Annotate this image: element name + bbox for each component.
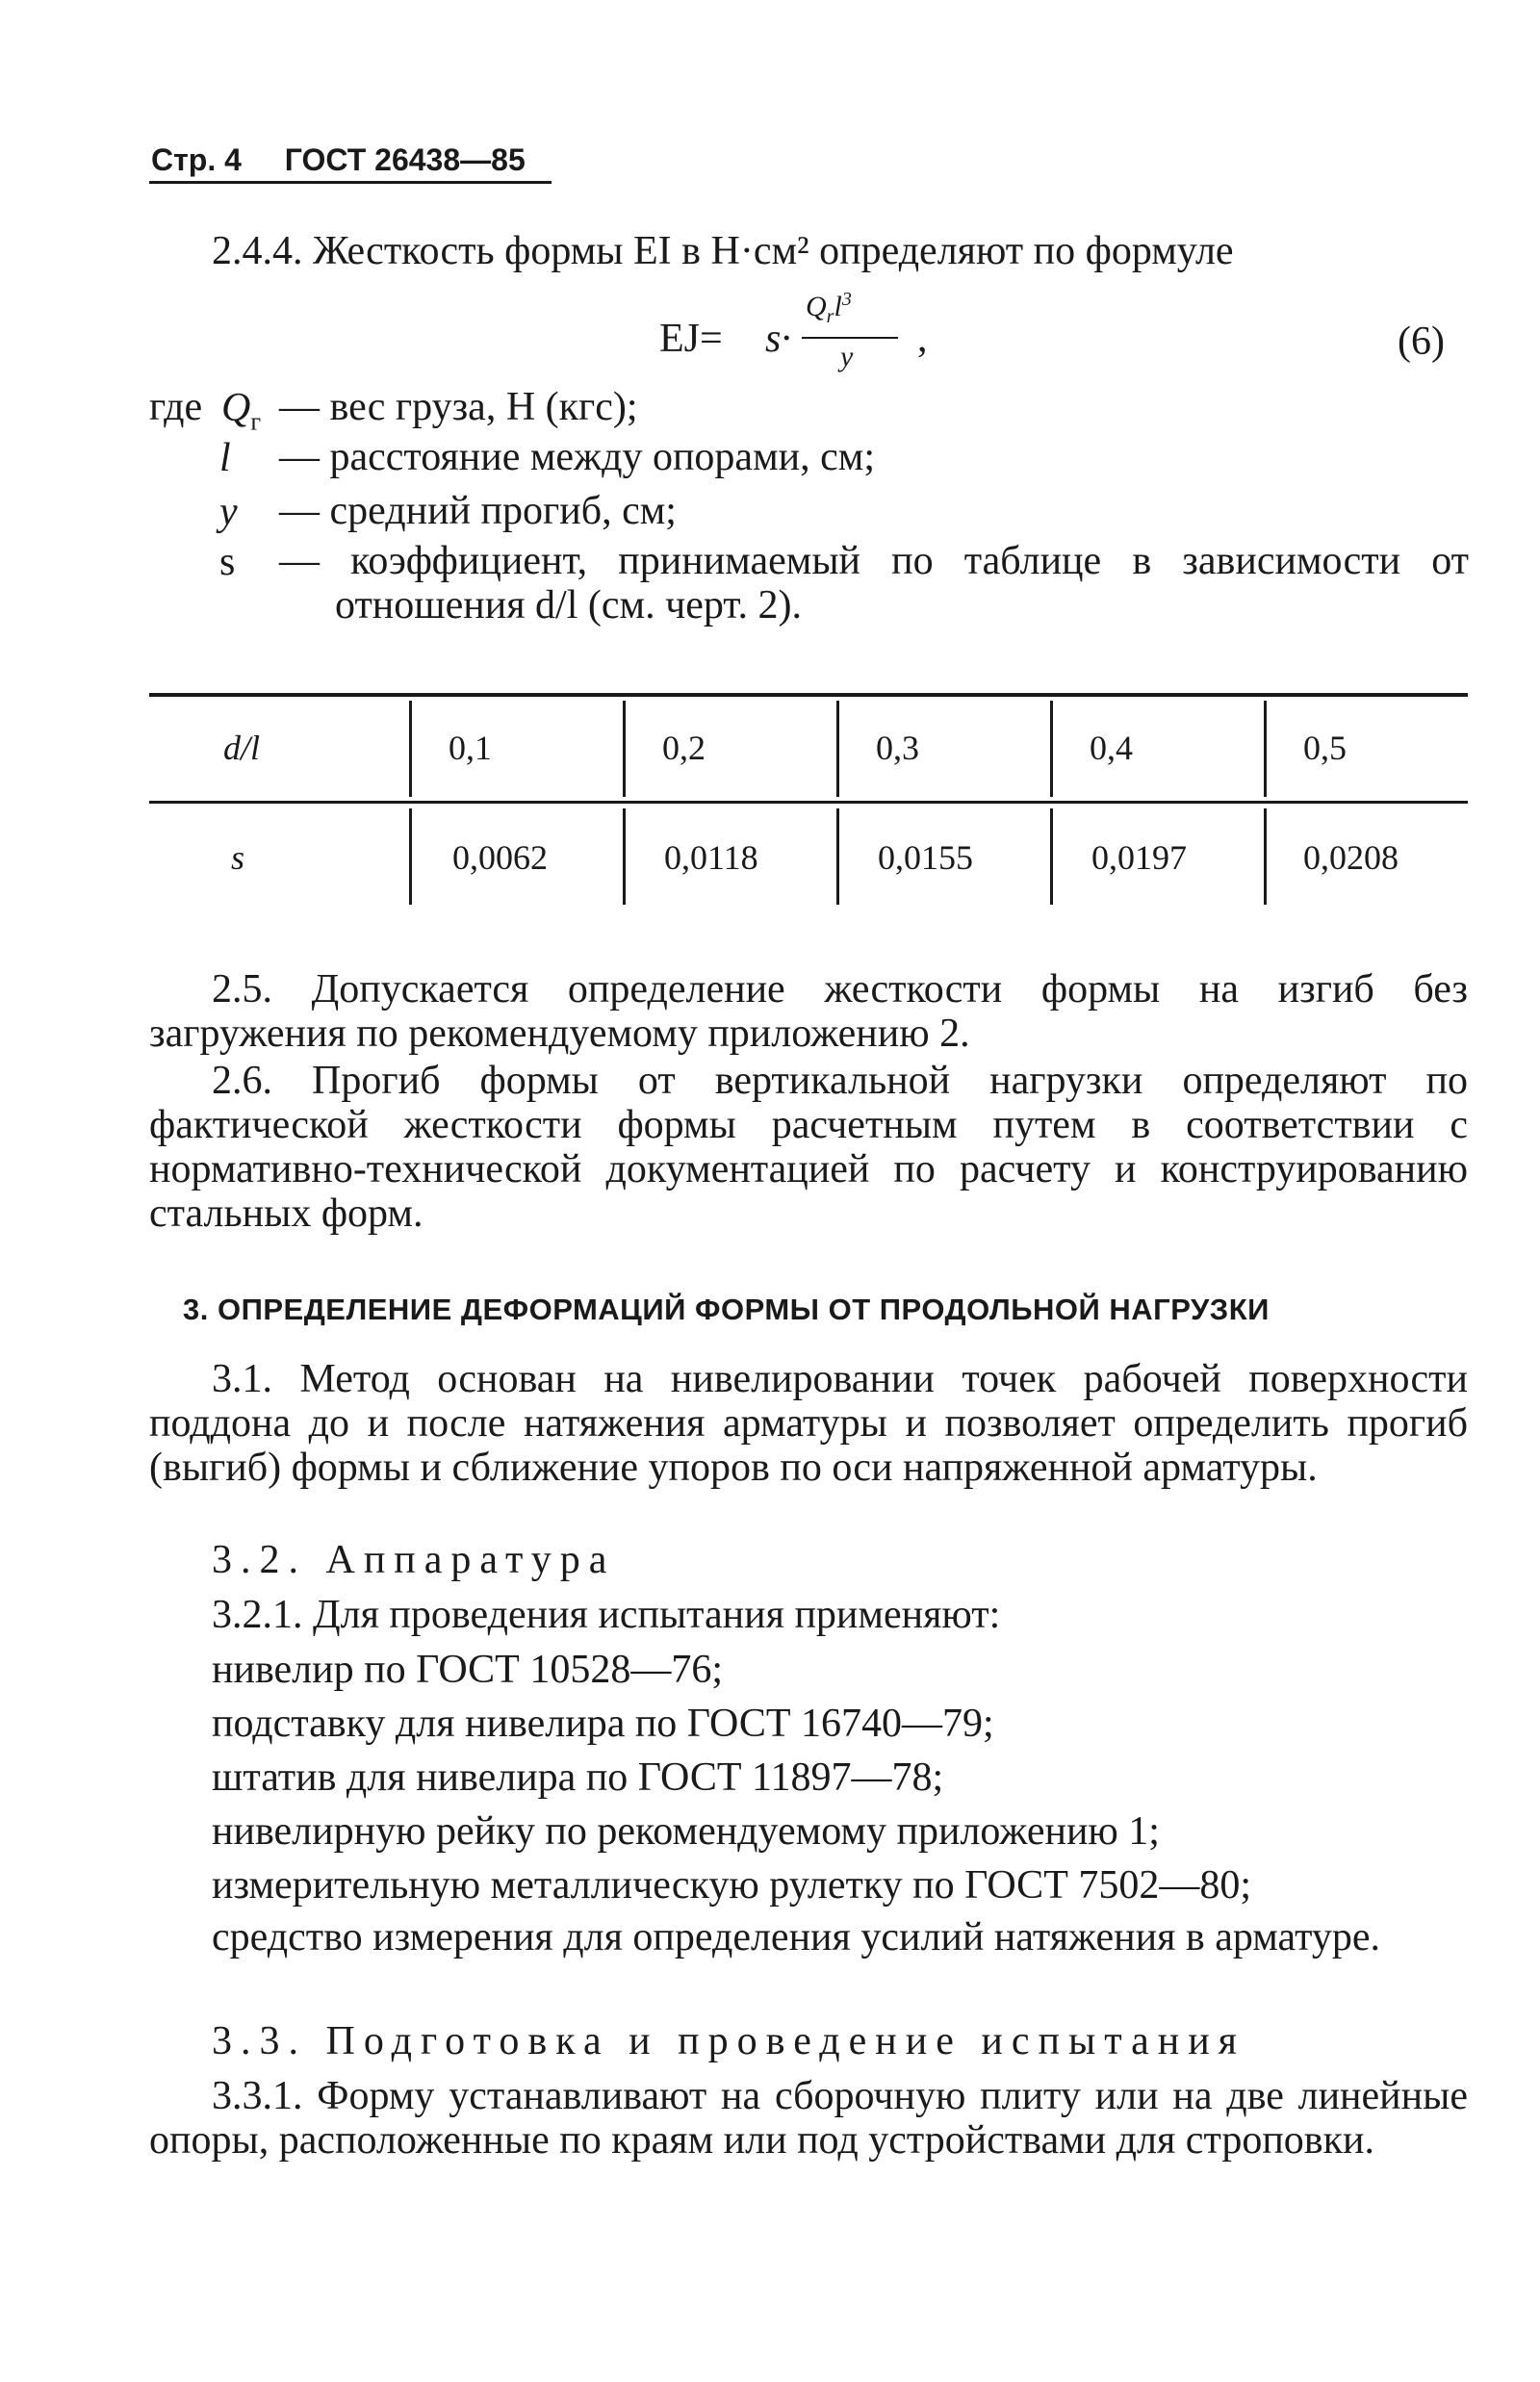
formula-lhs: EJ=: [659, 317, 723, 361]
table-top-rule: [149, 693, 1468, 697]
table-value-5: 0,0208: [1303, 838, 1399, 877]
def-text-q: — вес груза, Н (кгс);: [279, 385, 638, 429]
table-col-5: 0,5: [1303, 729, 1347, 767]
equipment-item: подставку для нивелира по ГОСТ 16740—79;: [212, 1702, 994, 1746]
formula-numerator: $Q_rl^3$: [806, 289, 852, 327]
para-2-4-4-intro: 2.4.4. Жесткость формы EI в Н·см² определяют по формуле: [212, 229, 1234, 273]
para-3-1: 3.1. Метод основан на нивелировании точек рабочей поверхности поддона до и после натяжения арматуры и позволяет определить прогиб (выгиб) формы и сближение упоров по оси напряженной арматуры.: [149, 1357, 1468, 1490]
table-col-1: 0,1: [449, 729, 492, 767]
table-mid-rule: [149, 801, 1468, 804]
standard-number: ГОСТ 26438—85: [284, 142, 526, 177]
para-3-3: 3.3. Подготовка и проведение испытания: [212, 2019, 1245, 2063]
page-header: [151, 142, 526, 178]
formula-6: [659, 289, 948, 385]
para-2-5: 2.5. Допускается определение жесткости формы на изгиб без загружения по рекомендуемому приложению 2.: [149, 967, 1468, 1056]
equipment-item: нивелирную рейку по рекомендуемому приложению 1;: [212, 1809, 1160, 1854]
equipment-item-last: средство измерения для определения усилий натяжения в арматуре.: [212, 1915, 1381, 1959]
fraction-bar: [802, 337, 898, 339]
table-vrule-1: [409, 701, 412, 797]
formula-factor: s·: [765, 317, 791, 361]
table-vrule-1b: [409, 808, 412, 905]
table-vrule-5: [1264, 701, 1267, 797]
formula-comma: ,: [917, 317, 928, 361]
def-var-y: y: [219, 490, 238, 534]
def-var-s: s: [219, 540, 236, 584]
equipment-item: штатив для нивелира по ГОСТ 11897—78;: [212, 1755, 944, 1800]
table-vrule-2: [623, 701, 626, 797]
formula-number: (6): [1398, 320, 1445, 364]
table-row-label: s: [231, 838, 245, 877]
para-3-2: 3.2. Аппаратура: [212, 1538, 616, 1582]
table-col-4: 0,4: [1090, 729, 1133, 767]
table-vrule-3: [836, 701, 839, 797]
table-header-label: d/l: [223, 729, 261, 767]
table-vrule-2b: [623, 808, 626, 905]
def-text-l: — расстояние между опорами, см;: [279, 435, 876, 479]
para-3-2-1: 3.2.1. Для проведения испытания применяют:: [212, 1593, 1001, 1637]
def-text-y: — средний прогиб, см;: [279, 489, 677, 533]
table-col-3: 0,3: [876, 729, 919, 767]
def-continuation: отношения d/l (см. черт. 2).: [335, 583, 802, 628]
equipment-item: нивелир по ГОСТ 10528—76;: [212, 1648, 724, 1692]
where-label: где: [149, 385, 203, 429]
def-var-q: $Q_г$: [221, 386, 262, 436]
section-3-title: 3. ОПРЕДЕЛЕНИЕ ДЕФОРМАЦИЙ ФОРМЫ ОТ ПРОДОЛЬНОЙ НАГРУЗКИ: [183, 1293, 1270, 1326]
table-value-1: 0,0062: [452, 838, 548, 877]
table-value-4: 0,0197: [1091, 838, 1187, 877]
header-underline: [149, 181, 552, 184]
equipment-item: измерительную металлическую рулетку по ГОСТ 7502—80;: [212, 1863, 1252, 1908]
para-3-3-1: 3.3.1. Форму устанавливают на сборочную плиту или на две линейные опоры, расположенные по краям или под устройствами для строповки.: [149, 2074, 1468, 2163]
def-text-s: — коэффициент, принимаемый по таблице в зависимости от: [279, 539, 1469, 583]
table-vrule-4: [1050, 701, 1053, 797]
table-col-2: 0,2: [662, 729, 706, 767]
def-var-l: l: [219, 436, 231, 480]
para-2-6: 2.6. Прогиб формы от вертикальной нагрузки определяют по фактической жесткости формы расчетным путем в соответствии с нормативно-технической документацией по расчету и конструированию стальных форм.: [149, 1059, 1468, 1236]
page-number: Стр. 4: [151, 142, 242, 177]
formula-denominator: y: [840, 341, 854, 372]
table-value-3: 0,0155: [878, 838, 973, 877]
table-vrule-5b: [1264, 808, 1267, 905]
table-value-2: 0,0118: [664, 838, 758, 877]
table-vrule-4b: [1050, 808, 1053, 905]
table-vrule-3b: [836, 808, 839, 905]
